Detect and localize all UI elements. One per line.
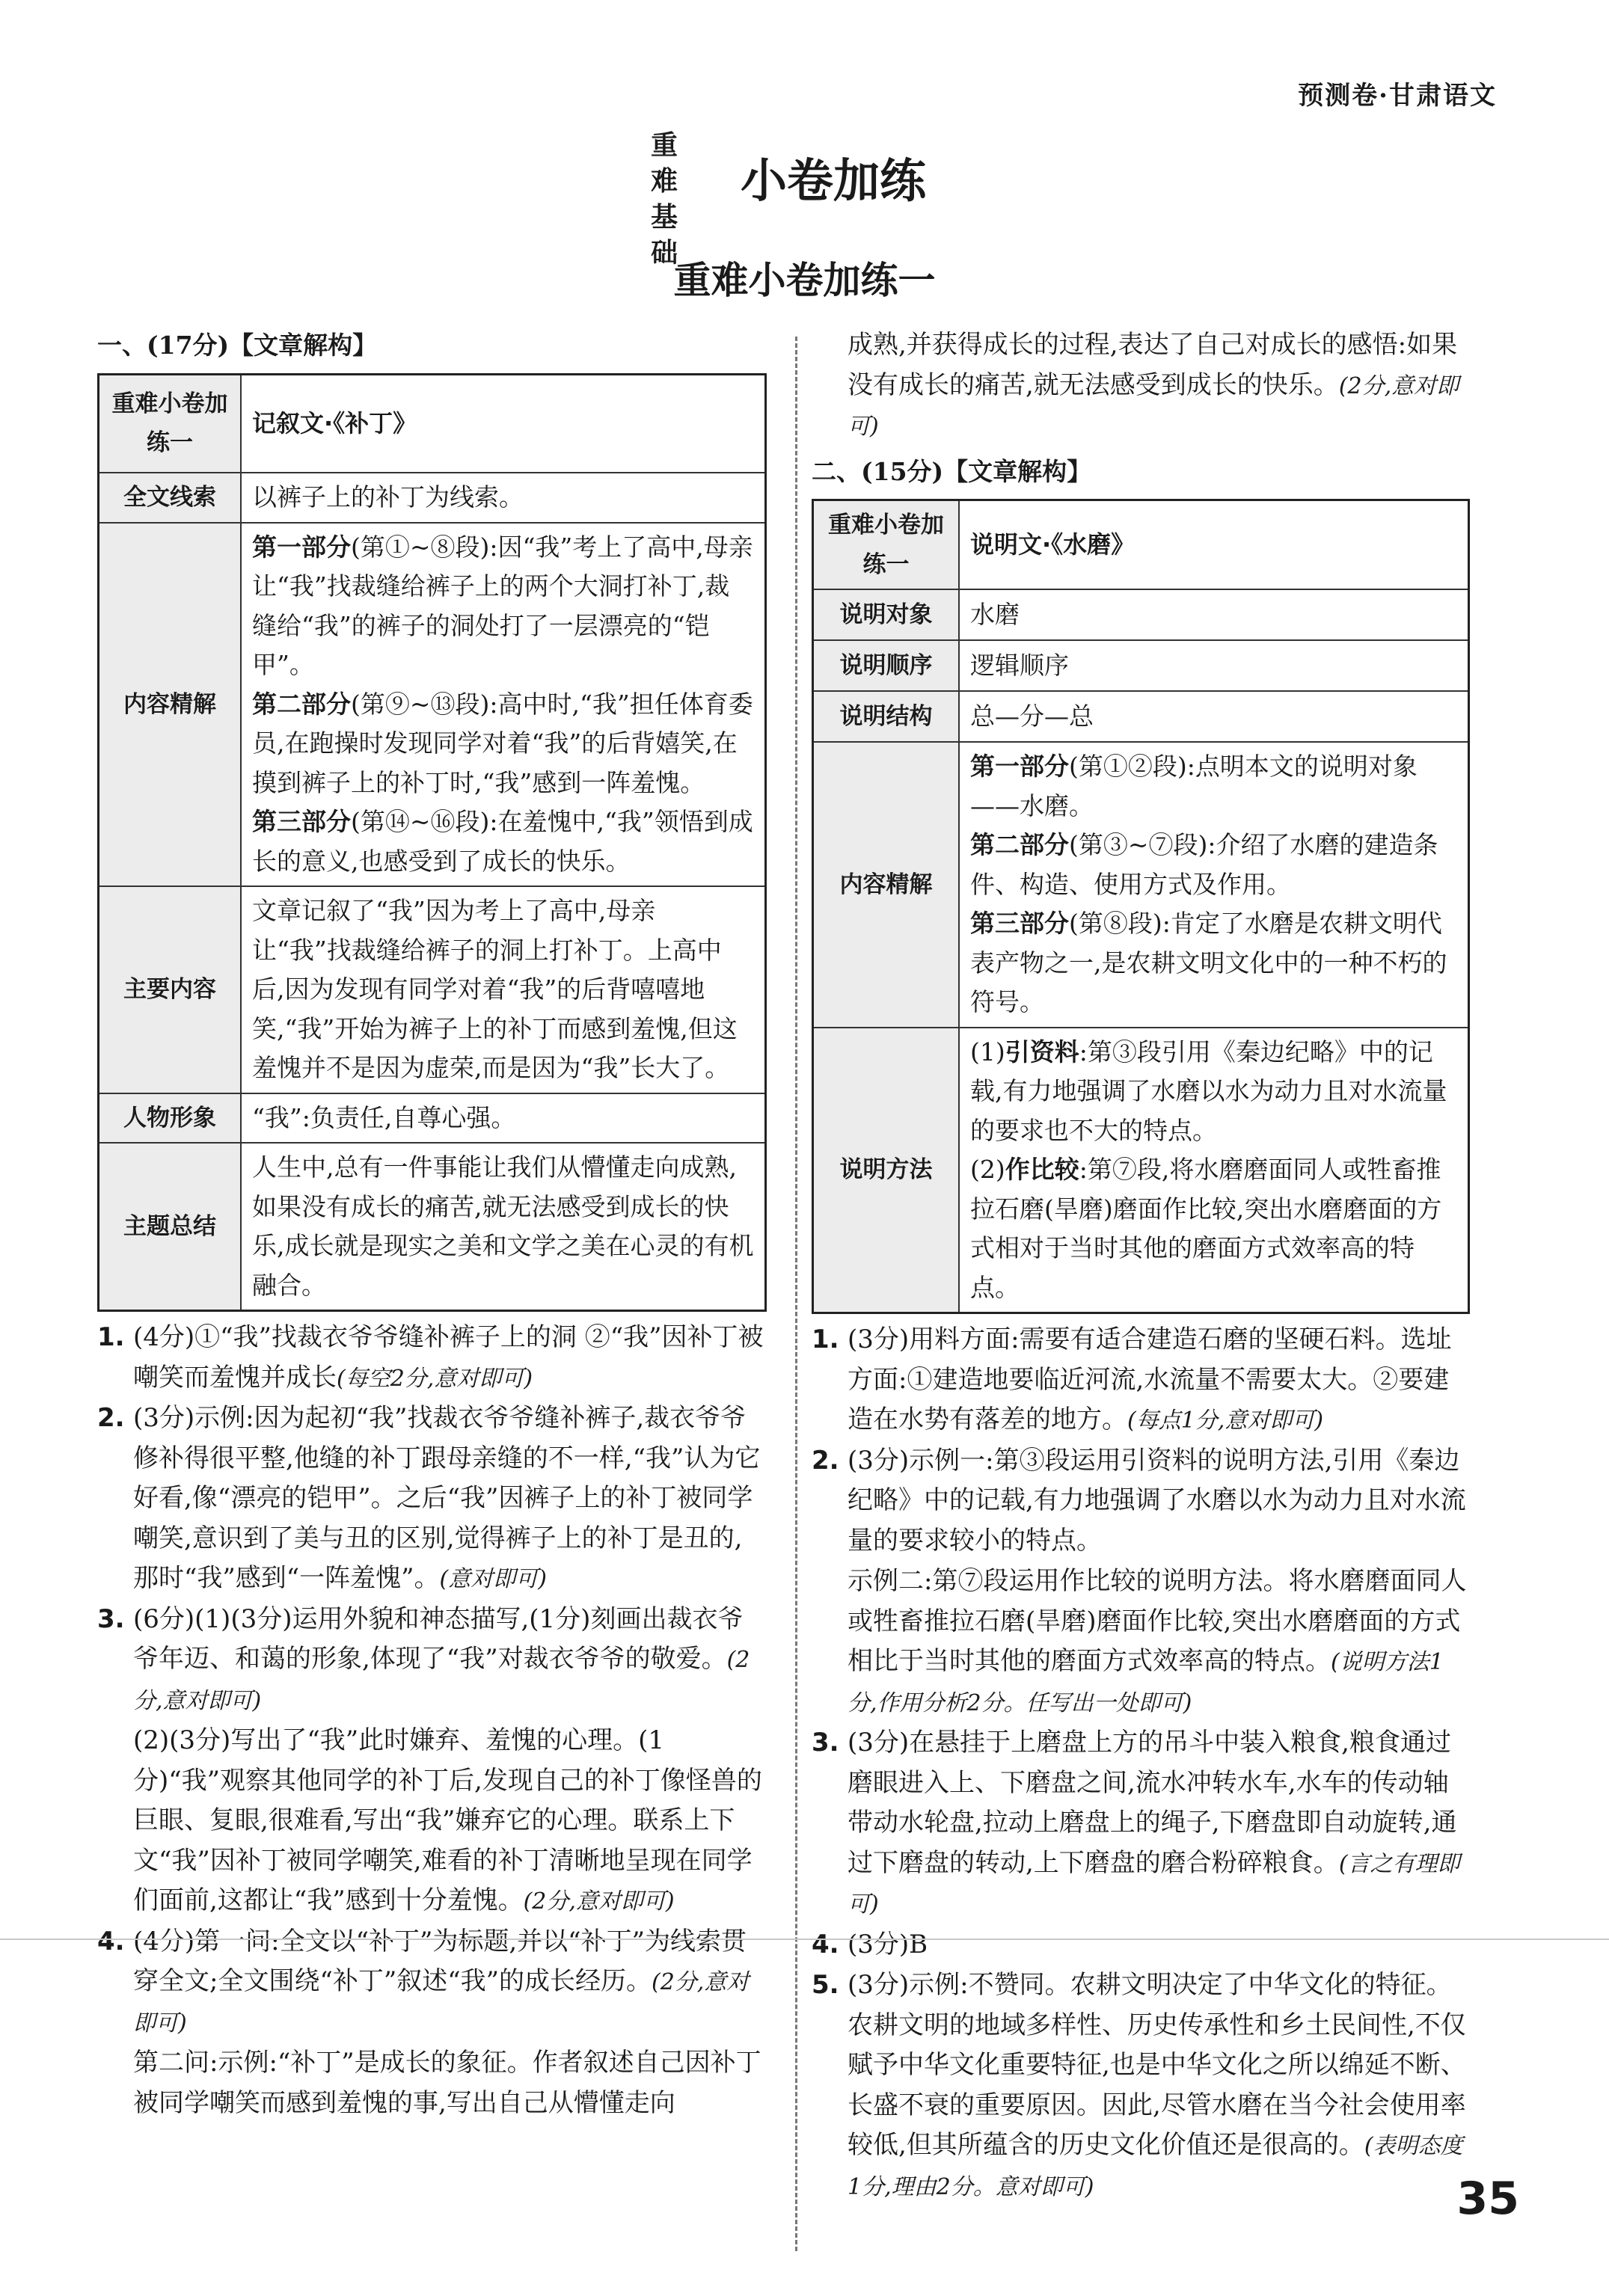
s1-part3-title: 第三部分 (252, 807, 351, 836)
answer-item (97, 2043, 767, 2124)
answer-item (812, 1965, 1470, 2207)
answer-item (97, 1600, 767, 1722)
s1-content-value (241, 523, 766, 887)
s2-m1-text: :第③段引用《秦边纪略》中的记载,有力地强调了水磨以水为动力且对水流量的要求也不大的特点。 (970, 1037, 1447, 1145)
answer-num: 4. (812, 1929, 839, 1959)
page-number: 35 (1456, 2173, 1519, 2225)
s2-m2-text: :第⑦段,将水磨磨面同人或牲畜推拉石磨(旱磨)磨面作比较,突出水磨磨面的方式相对于当时其他的磨面方式效率高的特点。 (970, 1155, 1442, 1302)
s1-clue-value: 以裤子上的补丁为线索。 (241, 473, 766, 523)
section1-answers (97, 1318, 767, 2124)
s2-m2-prefix: (2) (970, 1155, 1005, 1184)
banner-small-top: 重难 (651, 129, 678, 197)
answer-text: (2)(3分)写出了“我”此时嫌弃、羞愧的心理。(1分)“我”观察其他同学的补丁后,发现自己的补丁像怪兽的巨眼、复眼,很难看,写出“我”嫌弃它的心理。联系上下文“我”因补丁被同学嘲笑,难看的补丁清晰地呈现在同学们面前,这都让“我”感到十分羞愧。 (133, 1725, 762, 1915)
answer-note: (每空2分,意对即可) (337, 1365, 533, 1392)
banner-small-bottom: 基础 (651, 201, 678, 268)
s2-part2-text: (第③~⑦段):介绍了水磨的建造条件、构造、使用方式及作用。 (970, 830, 1438, 899)
s1-char-label: 人物形象 (99, 1093, 242, 1144)
s2-part3-text: (第⑧段):肯定了水磨是农耕文明代表产物之一,是农耕文明文化中的一种不朽的符号。 (970, 909, 1447, 1016)
s2-method-label: 说明方法 (813, 1028, 960, 1313)
s2-head-value: 说明文·《水磨》 (959, 500, 1469, 590)
s1-content-label: 内容精解 (99, 523, 242, 887)
answer-num: 4. (97, 1926, 125, 1956)
answer-text: 第二问:示例:“补丁”是成长的象征。作者叙述自己因补丁被同学嘲笑而感到羞愧的事,写出自己从懵懂走向 (133, 2048, 761, 2118)
answer-text: (3分)用料方面:需要有适合建造石磨的坚硬石料。选址方面:①建造地要临近河流,水流量不需要太大。②要建造在水势有落差的地方。 (848, 1325, 1452, 1434)
right-column (812, 325, 1470, 2207)
answer-text: (3分)示例一:第③段运用引资料的说明方法,引用《秦边纪略》中的记载,有力地强调了水磨以水为动力且对水流量的要求较小的特点。 (848, 1445, 1466, 1556)
s2-method-value (959, 1028, 1469, 1313)
answer-item (812, 1562, 1470, 1723)
page-fold-line (0, 1939, 1609, 1940)
answer-num: 2. (812, 1445, 839, 1476)
s2-content-label: 内容精解 (813, 742, 960, 1028)
answer-note: (表明态度1分,理由2分。意对即可) (848, 2133, 1463, 2200)
s2-m1-title: 引资料 (1005, 1037, 1079, 1066)
s1-main-label: 主要内容 (99, 886, 242, 1093)
answer-text: (3分)示例:因为起初“我”找裁衣爷爷缝补裤子,裁衣爷爷修补得很平整,他缝的补丁跟母亲缝的不一样,“我”认为它好看,像“漂亮的铠甲”。之后“我”因裤子上的补丁被同学嘲笑,意识到了美与丑的区别,觉得裤子上的补丁是丑的,那时“我”感到“一阵羞愧”。 (133, 1403, 761, 1593)
s1-char-value: “我”:负责任,自尊心强。 (241, 1093, 766, 1144)
s2-content-value (959, 742, 1469, 1028)
s1-theme-label: 主题总结 (99, 1143, 242, 1311)
s1-main-value: 文章记叙了“我”因为考上了高中,母亲让“我”找裁缝给裤子的洞上打补丁。上高中后,因为发现有同学对着“我”的后背嘻嘻地笑,“我”开始为裤子上的补丁而感到羞愧,但这羞愧并不是因为虚荣,而是因为“我”长大了。 (241, 886, 766, 1093)
s2-head-label: 重难小卷加练一 (813, 500, 960, 590)
s2-obj-value: 水磨 (959, 589, 1469, 640)
answer-note: (2分,意对即可) (133, 1647, 750, 1714)
banner-small (651, 127, 678, 271)
s2-m2-title: 作比较 (1005, 1155, 1079, 1184)
answer-item (97, 1399, 767, 1600)
s2-part1-title: 第一部分 (970, 752, 1069, 781)
s1-head-label: 重难小卷加练一 (99, 374, 242, 473)
answer-note: (2分,意对即可) (133, 1969, 750, 2036)
s1-part1-text: (第①~⑧段):因“我”考上了高中,母亲让“我”找裁缝给裤子上的两个大洞打补丁,裁缝给“我”的裤子的洞处打了一层漂亮的“铠甲”。 (252, 532, 753, 679)
answer-num: 1. (97, 1322, 125, 1352)
answer-text: (3分)B (848, 1929, 928, 1959)
section2-table (812, 499, 1470, 1314)
s2-part2-title: 第二部分 (970, 830, 1069, 859)
answer-text: (3分)示例:不赞同。农耕文明决定了中华文化的特征。农耕文明的地域多样性、历史传承性和乡土民间性,不仅赋予中华文化重要特征,也是中华文化之所以绵延不断、长盛不衰的重要原因。因此,尽管水磨在当今社会使用率较低,但其所蕴含的历史文化价值还是很高的。 (848, 1970, 1466, 2160)
answer-item (812, 1925, 1470, 1966)
answer-text: (4分)①“我”找裁衣爷爷缝补裤子上的洞 ②“我”因补丁被嘲笑而羞愧并成长 (133, 1322, 764, 1393)
s2-obj-label: 说明对象 (813, 589, 960, 640)
banner-title: 小卷加练 (741, 153, 927, 208)
s1-part3-text: (第⑭~⑯段):在羞愧中,“我”领悟到成长的意义,也感受到了成长的快乐。 (252, 807, 753, 876)
answer-item (812, 1441, 1470, 1562)
section2-answers (812, 1320, 1470, 2207)
s2-order-value: 逻辑顺序 (959, 640, 1469, 691)
continuation-text: 成熟,并获得成长的过程,表达了自己对成长的感悟:如果没有成长的痛苦,就无法感受到成长的快乐。 (848, 330, 1458, 400)
answer-note: (2分,意对即可) (523, 1888, 675, 1915)
answer-num: 2. (97, 1403, 125, 1433)
s1-part2-title: 第二部分 (252, 689, 351, 719)
answer-text: 示例二:第⑦段运用作比较的说明方法。将水磨磨面同人或牲畜推拉石磨(旱磨)磨面作比较,突出水磨磨面的方式相比于当时其他的磨面方式效率高的特点。 (848, 1566, 1467, 1676)
answer-num: 5. (812, 1970, 839, 2000)
answer-num: 1. (812, 1325, 839, 1354)
answer-note: (意对即可) (439, 1566, 547, 1592)
s1-theme-value: 人生中,总有一件事能让我们从懵懂走向成熟,如果没有成长的痛苦,就无法感受到成长的快乐,成长就是现实之美和文学之美在心灵的有机融合。 (241, 1143, 766, 1311)
continuation-note: (2分,意对即可) (848, 372, 1459, 440)
s2-struct-value: 总—分—总 (959, 691, 1469, 742)
answer-text: (3分)在悬挂于上磨盘上方的吊斗中装入粮食,粮食通过磨眼进入上、下磨盘之间,流水冲转水车,水车的传动轴带动水轮盘,拉动上磨盘上的绳子,下磨盘即自动旋转,通过下磨盘的转动,上下磨盘的磨合粉碎粮食。 (848, 1728, 1457, 1878)
s2-part3-title: 第三部分 (970, 909, 1069, 938)
s2-order-label: 说明顺序 (813, 640, 960, 691)
answer-note: (说明方法1分,作用分析2分。任写出一处即可) (848, 1649, 1444, 1716)
s2-struct-label: 说明结构 (813, 691, 960, 742)
section1-table (97, 373, 767, 1313)
s1-clue-label: 全文线索 (99, 473, 242, 523)
answer-num: 3. (97, 1603, 125, 1634)
s1-part2-text: (第⑨~⑬段):高中时,“我”担任体育委员,在跑操时发现同学对着“我”的后背嬉笑,在摸到裤子上的补丁时,“我”感到一阵羞愧。 (252, 689, 753, 797)
left-column (97, 325, 767, 2124)
section2-heading: 二、(15分)【文章解构】 (812, 456, 1092, 486)
answer-num: 3. (812, 1728, 839, 1758)
answer-text: (4分)第一问:全文以“补丁”为标题,并以“补丁”为线索贯穿全文;全文围绕“补丁”叙述“我”的成长经历。 (133, 1926, 747, 1996)
section1-heading: 一、(17分)【文章解构】 (97, 331, 378, 360)
s2-m1-prefix: (1) (970, 1037, 1005, 1066)
header-tag: 预测卷·甘肃语文 (1298, 81, 1497, 111)
answer-item (812, 1320, 1470, 1441)
s1-head-value: 记叙文·《补丁》 (241, 374, 766, 473)
answer-text: (6分)(1)(3分)运用外貌和神态描写,(1分)刻画出裁衣爷爷年迈、和蔼的形象,体现了“我”对裁衣爷爷的敬爱。 (133, 1603, 744, 1674)
answer-note: (言之有理即可) (848, 1850, 1460, 1918)
s2-part1-text: (第①②段):点明本文的说明对象——水磨。 (970, 752, 1418, 820)
page-title: 重难小卷加练一 (673, 258, 936, 302)
s1-part1-title: 第一部分 (252, 532, 351, 562)
answer-note: (每点1分,意对即可) (1127, 1408, 1324, 1434)
answer-item (812, 1723, 1470, 1925)
column-divider (795, 337, 797, 2251)
s1-answer4-continuation (812, 325, 1470, 447)
answer-item (97, 1721, 767, 1922)
answer-item (97, 1318, 767, 1399)
